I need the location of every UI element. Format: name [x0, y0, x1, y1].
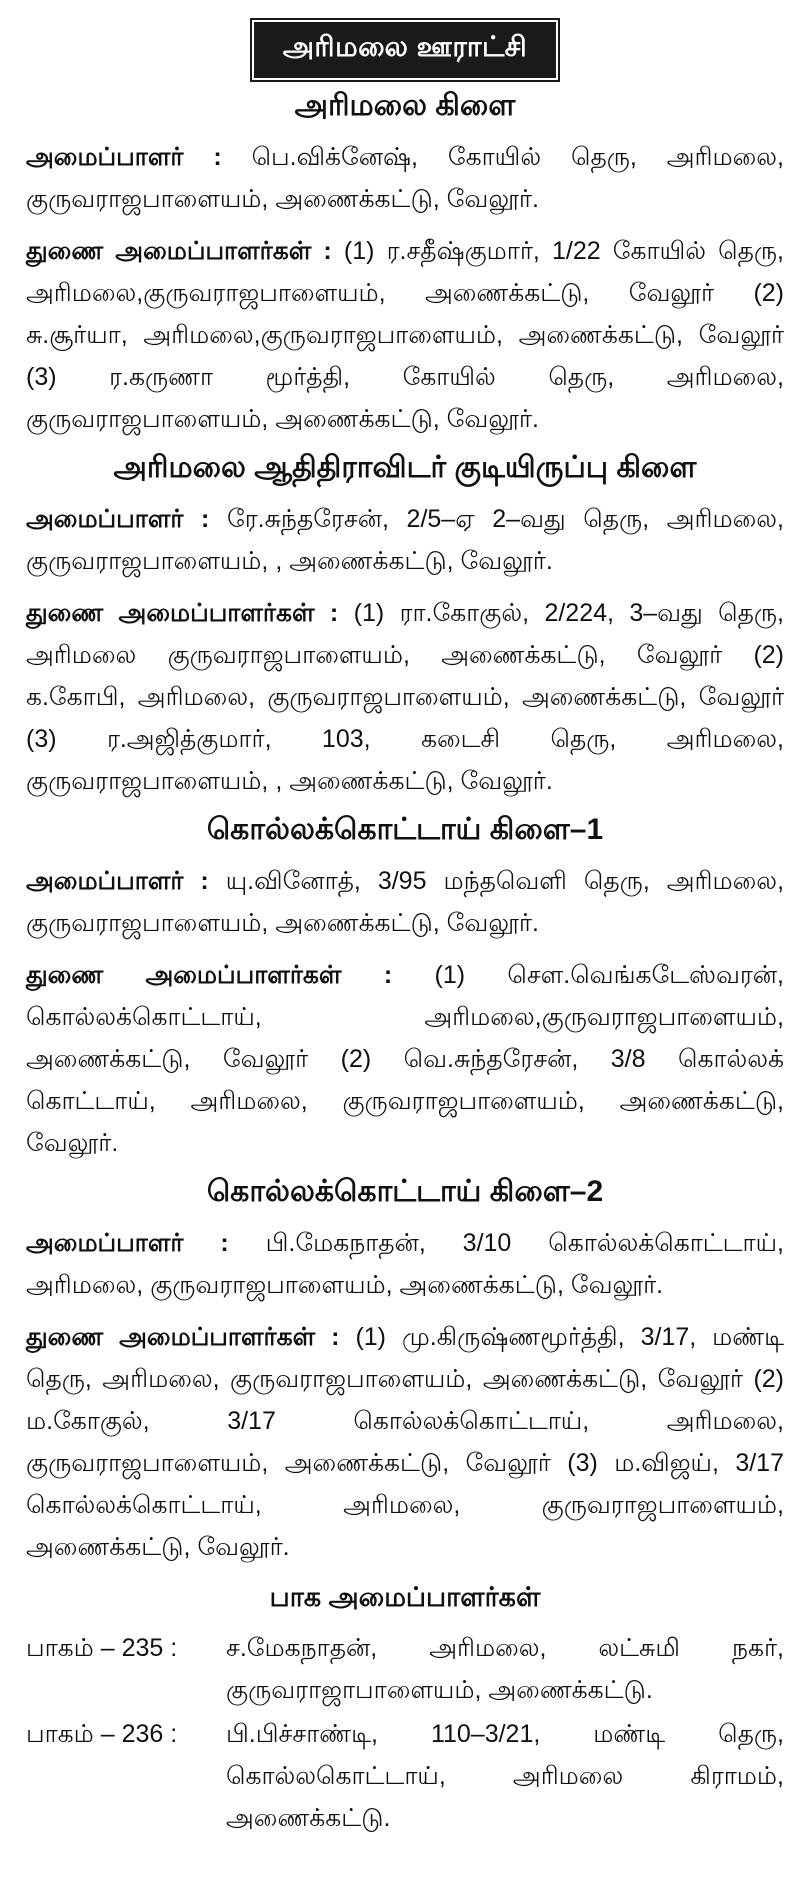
booth-text: ச.மேகநாதன், அரிமலை, லட்சுமி நகர், குருவராஜாபாளையம், அணைக்கட்டு.: [226, 1634, 784, 1704]
booth-organizers: [26, 1582, 784, 1839]
panchayat-banner: அரிமலை ஊராட்சி: [254, 22, 556, 78]
booth-label: பாகம் – 235 :: [26, 1634, 178, 1662]
organizer-paragraph: [26, 498, 784, 582]
deputy-text: (1) ர.சதீஷ்குமார், 1/22 கோயில் தெரு, அரிமலை,குருவராஜபாளையம், அணைக்கட்டு, வேலூர் (2) சு.சூர்யா, அரிமலை,குருவராஜபாளையம், அணைக்கட்டு, வேலூர் (3) ர.கருணா மூர்த்தி, கோயில் தெரு, அரிமலை, குருவராஜபாளையம், அணைக்கட்டு, வேலூர்.: [26, 237, 784, 433]
organizer-text: ரே.சுந்தரேசன், 2/5–ஏ 2–வது தெரு, அரிமலை, குருவராஜபாளையம், , அணைக்கட்டு, வேலூர்.: [26, 505, 784, 575]
organizer-label: அமைப்பாளர் :: [26, 143, 222, 171]
deputy-paragraph: [26, 954, 784, 1164]
booth-label: பாகம் – 236 :: [26, 1720, 178, 1748]
deputy-label: துணை அமைப்பாளர்கள் :: [26, 237, 332, 265]
booth-row: [26, 1627, 784, 1711]
deputy-text: (1) மு.கிருஷ்ணமூர்த்தி, 3/17, மண்டி தெரு, அரிமலை, குருவராஜபாளையம், அணைக்கட்டு, வேலூர் (2) ம.கோகுல், 3/17 கொல்லக்கொட்டாய், அரிமலை, குருவராஜபாளையம், அணைக்கட்டு, வேலூர் (3) ம.விஜய், 3/17 கொல்லக்கொட்டாய், அரிமலை, குருவராஜபாளையம், அணைக்கட்டு, வேலூர்.: [26, 1323, 784, 1561]
booth-heading: பாக அமைப்பாளர்கள்: [269, 1582, 541, 1612]
section-title: அரிமலை ஆதிதிராவிடர் குடியிருப்பு கிளை: [113, 451, 697, 484]
deputy-label: துணை அமைப்பாளர்கள் :: [26, 1323, 340, 1351]
organizer-text: யு.வினோத், 3/95 மந்தவெளி தெரு, அரிமலை, குருவராஜபாளையம், அணைக்கட்டு, வேலூர்.: [26, 867, 785, 937]
deputy-text: (1) ரா.கோகுல், 2/224, 3–வது தெரு, அரிமலை குருவராஜபாளையம், அணைக்கட்டு, வேலூர் (2) க.கோபி, அரிமலை, குருவராஜபாளையம், அணைக்கட்டு, வேலூர் (3) ர.அஜித்குமார், 103, கடைசி தெரு, அரிமலை, குருவராஜபாளையம், , அணைக்கட்டு, வேலூர்.: [26, 599, 784, 795]
organizer-label: அமைப்பாளர் :: [26, 1229, 229, 1257]
deputy-label: துணை அமைப்பாளர்கள் :: [26, 599, 339, 627]
organizer-text: பி.மேகநாதன், 3/10 கொல்லக்கொட்டாய், அரிமலை, குருவராஜபாளையம், அணைக்கட்டு, வேலூர்.: [26, 1229, 784, 1299]
section-title: அரிமலை கிளை: [294, 89, 516, 122]
banner-wrap: [26, 22, 784, 78]
section-kollakottai-2: [26, 1174, 784, 1568]
deputy-label: துணை அமைப்பாளர்கள் :: [26, 961, 393, 989]
section-kollakottai-1: [26, 812, 784, 1164]
organizer-paragraph: [26, 1222, 784, 1306]
organizer-text: பெ.விக்னேஷ், கோயில் தெரு, அரிமலை, குருவராஜபாளையம், அணைக்கட்டு, வேலூர்.: [26, 143, 784, 213]
section-title: கொல்லக்கொட்டாய் கிளை–1: [206, 813, 604, 846]
booth-row: [26, 1713, 784, 1839]
deputy-paragraph: [26, 230, 784, 440]
organizer-label: அமைப்பாளர் :: [26, 867, 209, 895]
organizer-paragraph: [26, 860, 784, 944]
deputy-paragraph: [26, 592, 784, 802]
organizer-label: அமைப்பாளர் :: [26, 505, 210, 533]
booth-text: பி.பிச்சாண்டி, 110–3/21, மண்டி தெரு, கொல்லகொட்டாய், அரிமலை கிராமம், அணைக்கட்டு.: [226, 1720, 784, 1832]
deputy-text: (1) செள.வெங்கடேஸ்வரன், கொல்லக்கொட்டாய், அரிமலை,குருவராஜபாளையம், அணைக்கட்டு, வேலூர் (2) வெ.சுந்தரேசன், 3/8 கொல்லக் கொட்டாய், அரிமலை, குருவராஜபாளையம், அணைக்கட்டு, வேலூர்.: [26, 961, 784, 1157]
organizer-paragraph: [26, 136, 784, 220]
section-title: கொல்லக்கொட்டாய் கிளை–2: [206, 1175, 604, 1208]
deputy-paragraph: [26, 1316, 784, 1568]
section-arimalai-adidravidar: [26, 450, 784, 802]
section-arimalai: [26, 88, 784, 440]
